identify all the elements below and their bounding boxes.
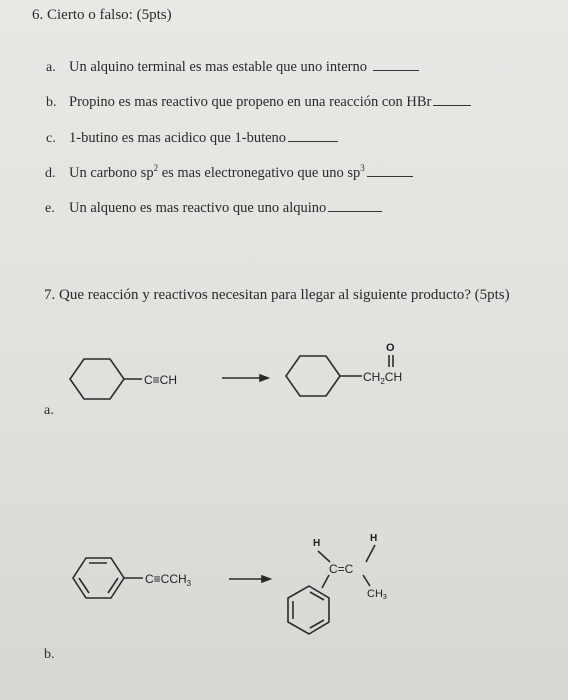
ring-bond (322, 575, 329, 588)
item-b-letter: b. (46, 95, 57, 110)
benzene-ring-product-b (288, 586, 329, 634)
reactant-a-alkyne-label: C≡CH (144, 373, 177, 387)
cyclohexane-ring-reactant-a (70, 359, 124, 399)
item-e-statement: Un alqueno es mas reactivo que uno alquino (69, 200, 382, 217)
h-bond-right (366, 545, 375, 562)
reaction-a-letter: a. (44, 403, 54, 418)
item-b-statement: Propino es mas reactivo que propeno en una reacción con HBr (69, 94, 471, 111)
product-b-alkene-label: C=C (329, 562, 354, 576)
item-a-letter: a. (46, 60, 56, 75)
reaction-arrow-b-head (262, 576, 270, 582)
reaction-b-letter: b. (44, 647, 55, 662)
item-c-letter: c. (46, 131, 56, 146)
product-a-oxygen-label: O (386, 342, 395, 354)
item-e-letter: e. (45, 201, 55, 216)
product-a-chain-label: $CH_2CH$ (363, 370, 403, 386)
product-b-methyl-label: CH3 (367, 588, 387, 601)
reactant-b-alkyne-label: $C\equiv CCH_3$ (145, 572, 192, 588)
item-a-statement: Un alquino terminal es mas estable que uno interno (69, 59, 419, 76)
item-d-letter: d. (45, 166, 56, 181)
item-c-statement: 1-butino es mas acidico que 1-buteno (69, 130, 338, 147)
product-b-h-left: H (313, 538, 321, 549)
reaction-arrow-a-head (260, 375, 268, 381)
item-d-statement: Un carbono $sp^2$ es mas electronegativo que uno $sp^3$ (69, 165, 413, 182)
cyclohexane-ring-product-a (286, 356, 340, 396)
methyl-bond (363, 575, 370, 586)
product-b-h-right: H (370, 533, 378, 544)
h-bond-left (318, 551, 330, 562)
question-7-title: 7. Que reacción y reactivos necesitan para llegar al siguiente producto? (5pts) (44, 287, 510, 303)
benzene-ring-reactant-b (73, 558, 124, 598)
question-6-title: 6. Cierto o falso: (5pts) (32, 7, 172, 23)
